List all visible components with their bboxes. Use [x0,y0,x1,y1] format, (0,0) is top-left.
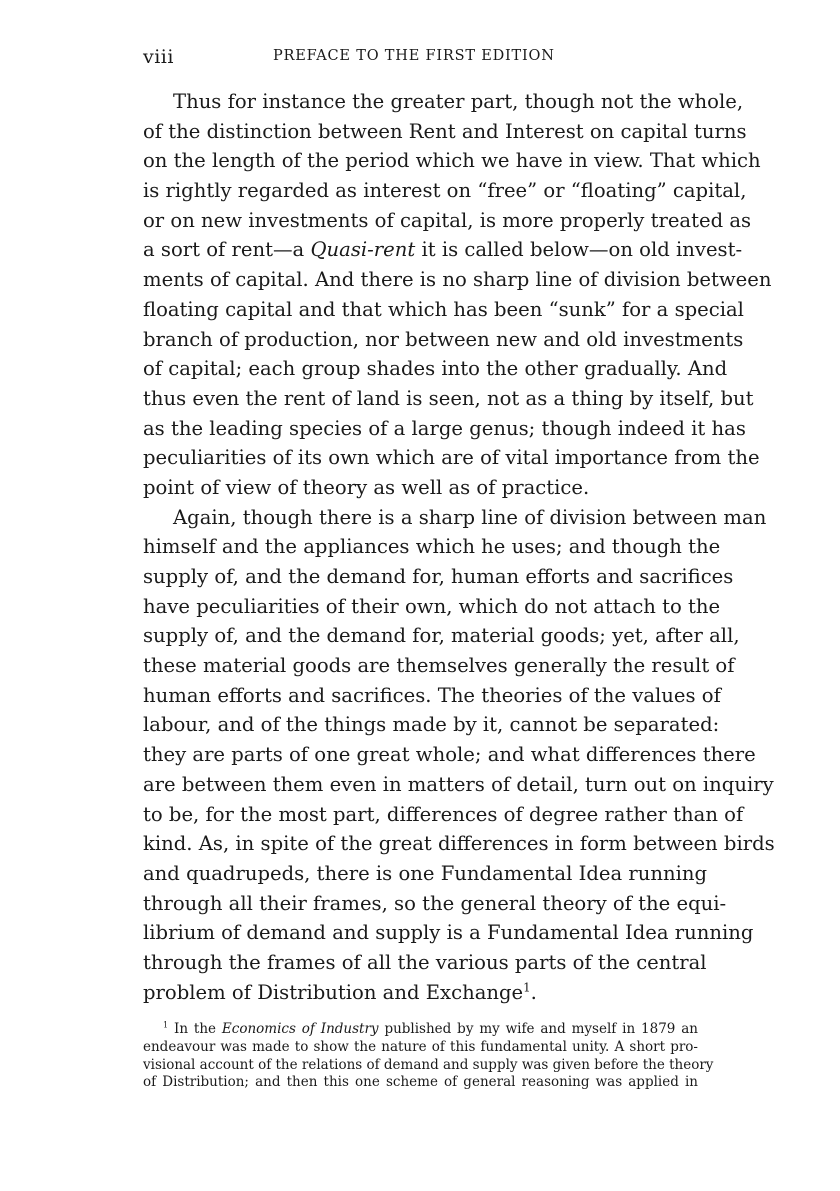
footnote-line: endeavour was made to show the nature of this fundamental unity. A short pro- [143,1038,698,1055]
paragraph-line: peculiarities of its own which are of vital importance from the [143,446,760,470]
paragraph-line: to be, for the most part, differences of degree rather than of [143,802,744,826]
paragraph-line: as the leading species of a large genus; though indeed it has [143,416,746,440]
paragraph-line: through all their frames, so the general theory of the equi- [143,891,727,915]
paragraph-line: himself and the appliances which he uses; and though the [143,535,721,559]
paragraph-line: human efforts and sacrifices. The theories of the values of [143,683,721,707]
paragraph-line: through the frames of all the various parts of the central [143,950,707,974]
running-head: PREFACE TO THE FIRST EDITION [273,48,555,64]
paragraph-line: labour, and of the things made by it, cannot be separated: [143,713,720,737]
footnote-line: of Distribution; and then this one scheme of general reasoning was applied in [143,1074,698,1091]
paragraph-line: Again, though there is a sharp line of division between man [173,505,767,529]
paragraph-line: supply of, and the demand for, material goods; yet, after all, [143,624,740,648]
footnote-line: visional account of the relations of demand and supply was given before the theory [143,1056,714,1073]
page-header [143,46,698,70]
paragraph-line: point of view of theory as well as of practice. [143,475,590,499]
italic-term: Quasi-rent [310,238,416,262]
paragraph-line: on the length of the period which we have in view. That which [143,149,761,173]
paragraph-line: and quadrupeds, there is one Fundamental Idea running [143,861,708,885]
paragraph-line: librium of demand and supply is a Fundamental Idea running [143,921,754,945]
paragraph-line: of the distinction between Rent and Interest on capital turns [143,119,747,143]
paragraph-line: is rightly regarded as interest on “free” or “floating” capital, [143,179,747,203]
paragraph-line: floating capital and that which has been “sunk” for a special [143,297,744,321]
paragraph-line: or on new investments of capital, is more properly treated as [143,208,752,232]
paragraph-line: of capital; each group shades into the other gradually. And [143,357,728,381]
text-run: it is called below—on old invest- [421,238,743,262]
text-run: published by my wife and myself in 1879 an [384,1021,698,1037]
paragraph-line: kind. As, in spite of the great differences in form between birds [143,832,775,856]
text-run: problem of Distribution and Exchange [143,980,524,1004]
paragraph-line: supply of, and the demand for, human efforts and sacrifices [143,565,734,588]
paragraph-line [143,235,743,265]
footnote-line [143,1021,698,1039]
text-run: . [530,980,537,1004]
paragraph-line: branch of production, nor between new and old investments [143,327,744,351]
page-number: viii [143,46,174,68]
paragraph-line: they are parts of one great whole; and what differences there [143,743,756,767]
paragraph-line [143,978,698,1008]
text-run: a sort of rent—a [143,238,305,262]
paragraph-line: ments of capital. And there is no sharp line of division between [143,268,772,292]
paragraph-line: Thus for instance the greater part, though not the whole, [173,90,744,113]
footnote [143,1019,714,1092]
paragraph-line: these material goods are themselves generally the result of [143,654,735,678]
paragraph-line: have peculiarities of their own, which do not attach to the [143,594,721,618]
footnote-marker: 1 [163,1019,169,1030]
paragraph-line: thus even the rent of land is seen, not as a thing by itself, but [143,386,754,410]
italic-title: Economics of Industry [221,1021,379,1037]
footnote-reference[interactable]: 1 [523,980,531,995]
paragraph-line: are between them even in matters of detail, turn out on inquiry [143,772,774,796]
text-run: In the [174,1021,217,1037]
body-text [143,87,775,1007]
